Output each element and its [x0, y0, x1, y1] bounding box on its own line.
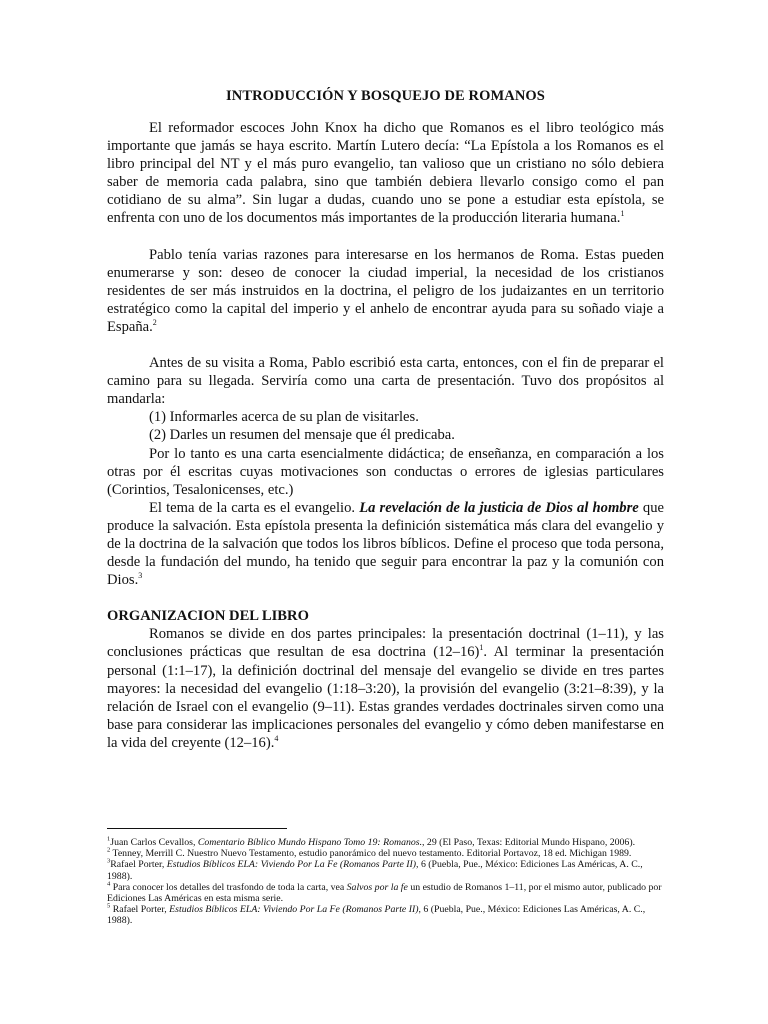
footnote-3: $^3$Rafael Porter, Estudios Bíblicos ELA: Viviendo Por La Fe (Romanos Parte II), 6 (Puebla, Pue., México: Ediciones Las Américas, A. C., 1988).	[107, 858, 643, 882]
paragraph-purpose: Antes de su visita a Roma, Pablo escribió esta carta, entonces, con el fin de preparar el camino para su llegada. Serviría como una carta de presentación. Tuvo dos propósitos al mandarla:	[107, 355, 664, 408]
footnote-5: $^5$ Rafael Porter, Estudios Bíblicos ELA: Viviendo Por La Fe (Romanos Parte II), 6 (Puebla, Pue., México: Ediciones Las Américas, A. C., 1988).	[107, 902, 646, 927]
footnote-ref[interactable]: 1	[479, 643, 484, 653]
paragraph-intro	[107, 119, 664, 228]
paragraph-text: que produce la salvación. Esta epístola presenta la definición sistemática más clara del evangelio y de la doctrina de la salvación que todos los libros bíblicos. Define el proceso que toda persona, desde la fundación del mundo, ha tenido que seguir para encontrar la paz y la comunión con Dios.	[107, 499, 664, 589]
paragraph-text: Pablo tenía varias razones para interesarse en los hermanos de Roma. Estas pueden enumerarse y son: deseo de conocer la ciudad imperial, la necesidad de los cristianos residentes de ser más instruidos en la doctrina, el peligro de los judaizantes en un territorio estratégico como la capital del imperio y el anhelo de encontrar ayuda para su soñado viaje a España.	[107, 246, 664, 335]
section-heading: ORGANIZACION DEL LIBRO	[107, 608, 309, 625]
footnote-4: $^4$ Para conocer los detalles del trasfondo de toda la carta, vea Salvos por la fe un estudio de Romanos 1–11, por el mismo autor, publicado por Ediciones Las Américas en esta misma serie.	[107, 880, 662, 905]
footnote-ref[interactable]: 4	[274, 734, 279, 744]
emphasis-text: La revelación de la justicia de Dios al hombre	[359, 499, 639, 516]
document-title: INTRODUCCIÓN Y BOSQUEJO DE ROMANOS	[226, 88, 545, 104]
paragraph-didactic: Por lo tanto es una carta esencialmente didáctica; de enseñanza, en comparación a los otras por él escritas cuyas motivaciones son conductas o errores de iglesias particulares (Corintios, Tesalonicenses, etc.)	[107, 445, 664, 498]
paragraph-reasons	[107, 246, 664, 336]
footnote-ref[interactable]: 2	[152, 318, 157, 328]
paragraph-text: El tema de la carta es el evangelio.	[149, 499, 360, 516]
paragraph-text: . Al terminar la presentación personal (1:1–17), la definición doctrinal del mensaje del evangelio se divide en tres partes mayores: la necesidad del evangelio (1:18–3:20), la provisión del evangelio (3:21–8:39), y la relación de Israel con el evangelio (9–11). Estas grandes verdades doctrinales sirven como una base para considerar las implicaciones personales del evangelio y cómo deben manifestarse en la vida del creyente (12–16).	[107, 644, 664, 751]
paragraph-text: Romanos se divide en dos partes principales: la presentación doctrinal (1–11), y las conclusiones prácticas que resultan de esa doctrina (12–16)	[107, 626, 664, 661]
paragraph-theme	[107, 499, 664, 589]
footnote-divider	[107, 828, 287, 829]
footnote-2: $^2$ Tenney, Merrill C. Nuestro Nuevo Testamento, estudio panorámico del nuevo testamento. Editorial Portavoz, 18 ed. Michigan 1989.	[107, 846, 632, 860]
footnote-ref[interactable]: 3	[138, 571, 143, 581]
paragraph-organization	[107, 625, 664, 752]
footnote-1: $^1$Juan Carlos Cevallos, Comentario Bíblico Mundo Hispano Tomo 19: Romanos., 29 (El Paso, Texas: Editorial Mundo Hispano, 2006).	[107, 835, 636, 848]
paragraph-text: El reformador escoces John Knox ha dicho que Romanos es el libro teológico más importante que jamás se haya escrito. Martín Lutero decía: “La Epístola a los Romanos es el libro principal del NT y el más puro evangelio, tan valioso que un cristiano no sólo debiera saber de memoria cada palabra, sino que también debiera llevarlo consigo como el pan cotidiano de su alma”. Sin lugar a dudas, cuando uno se pone a estudiar esta epístola, se enfrenta con uno de los documentos más importantes de la producción literaria humana.	[107, 120, 664, 227]
footnote-ref[interactable]: 1	[620, 209, 625, 219]
list-item: (1) Informarles acerca de su plan de visitarles.	[149, 409, 419, 426]
list-item: (2) Darles un resumen del mensaje que él predicaba.	[149, 427, 455, 444]
footnotes	[107, 828, 664, 927]
